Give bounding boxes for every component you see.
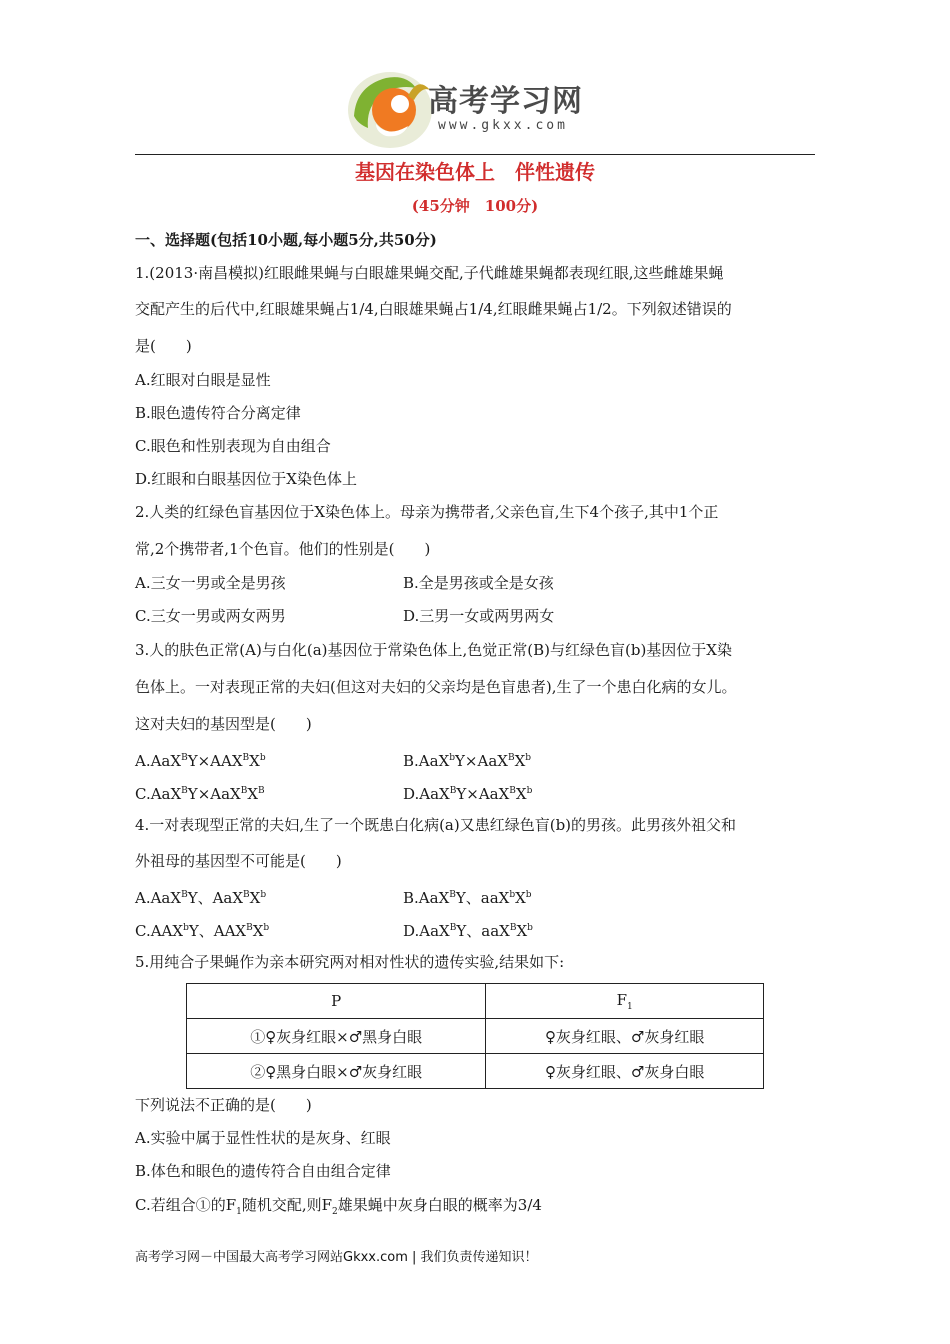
q1-line-1: 1.(2013·南昌模拟)红眼雌果蝇与白眼雄果蝇交配,子代雌雄果蝇都表现红眼,这些雌雄果蝇	[135, 264, 724, 282]
q5-intro: 5.用纯合子果蝇作为亲本研究两对相对性状的遗传实验,结果如下:	[135, 953, 565, 971]
q3-line-1: 3.人的肤色正常(A)与白化(a)基因位于常染色体上,色觉正常(B)与红绿色盲(b)基因位于X染	[135, 641, 732, 659]
q1-option-a: A.红眼对白眼是显性	[135, 371, 271, 389]
q4-option-b: B.AaX$^B$Y、$aaX^bX^b$	[403, 889, 532, 907]
q5-option-b: B.体色和眼色的遗传符合自由组合定律	[135, 1162, 391, 1180]
q2-line-2: 常,2个携带者,1个色盲。他们的性别是( )	[135, 540, 431, 558]
site-logo	[346, 66, 616, 150]
q3-line-3: 这对夫妇的基因型是( )	[135, 715, 312, 733]
q2-line-1: 2.人类的红绿色盲基因位于X染色体上。母亲为携带者,父亲色盲,生下4个孩子,其中1个正	[135, 503, 719, 521]
table-cell: ♀灰身红眼、♂灰身白眼	[486, 1054, 764, 1089]
page-footer: 高考学习网－中国最大高考学习网站Gkxx.com | 我们负责传递知识！	[135, 1250, 538, 1265]
table-header-row	[187, 984, 764, 1019]
q4-option-a: A.AaX$^B$Y、$AaX^BX^b$	[135, 889, 267, 907]
q5-option-c: C.若组合①的$F_1$随机交配,则$F_2$雄果蝇中灰身白眼的概率为3/4	[135, 1196, 542, 1217]
q2-option-d: D.三男一女或两男两女	[403, 607, 555, 625]
table-cell: ①♀灰身红眼×♂黑身白眼	[187, 1019, 486, 1054]
page-title: 基因在染色体上 伴性遗传	[355, 160, 595, 184]
page-subtitle: (45分钟 100分)	[411, 197, 539, 215]
q2-option-a: A.三女一男或全是男孩	[135, 574, 286, 592]
table-cell: ②♀黑身白眼×♂灰身红眼	[187, 1054, 486, 1089]
q4-option-c: C.AAX$^b$Y、$AAX^BX^b$	[135, 922, 270, 940]
q1-option-d: D.红眼和白眼基因位于X染色体上	[135, 470, 357, 488]
q3-option-b: $B.AaX^bY\times AaX^BX^b$	[403, 752, 532, 770]
header-rule	[135, 154, 815, 155]
q4-line-1: 4.一对表现型正常的夫妇,生了一个既患白化病(a)又患红绿色盲(b)的男孩。此男孩外祖父和	[135, 816, 737, 834]
q4-option-d: D.AaX$^B$Y、$aaX^BX^b$	[403, 922, 533, 940]
q2-option-c: C.三女一男或两女两男	[135, 607, 286, 625]
q1-line-2: 交配产生的后代中,红眼雄果蝇占1/4,白眼雄果蝇占1/4,红眼雌果蝇占1/2。下列叙述错误的	[135, 300, 732, 318]
q3-option-d: $D.AaX^BY\times AaX^BX^b$	[403, 785, 533, 803]
q4-line-2: 外祖母的基因型不可能是( )	[135, 852, 342, 870]
q3-option-a: $A.AaX^BY\times AAX^BX^b$	[135, 752, 266, 770]
q1-option-b: B.眼色遗传符合分离定律	[135, 404, 301, 422]
logo-title: 高考学习网	[428, 84, 583, 119]
table-header-f1: $F_1$	[486, 984, 764, 1019]
table-cell: ♀灰身红眼、♂灰身红眼	[486, 1019, 764, 1054]
table-header-p: P	[187, 984, 486, 1019]
q2-option-b: B.全是男孩或全是女孩	[403, 574, 554, 592]
q3-line-2: 色体上。一对表现正常的夫妇(但这对夫妇的父亲均是色盲患者),生了一个患白化病的女儿。	[135, 678, 737, 696]
q5-option-a: A.实验中属于显性性状的是灰身、红眼	[135, 1129, 391, 1147]
q1-line-3: 是( )	[135, 337, 192, 355]
logo-url: www.gkxx.com	[438, 118, 568, 133]
table-row	[187, 1019, 764, 1054]
q1-option-c: C.眼色和性别表现为自由组合	[135, 437, 331, 455]
logo-icon	[346, 66, 436, 150]
results-table	[186, 983, 764, 1089]
q3-option-c: $C.AaX^BY\times AaX^BX^B$	[135, 785, 265, 803]
section-heading: 一、选择题(包括10小题,每小题5分,共50分)	[135, 231, 437, 249]
table-row	[187, 1054, 764, 1089]
q5-question: 下列说法不正确的是( )	[135, 1096, 312, 1114]
